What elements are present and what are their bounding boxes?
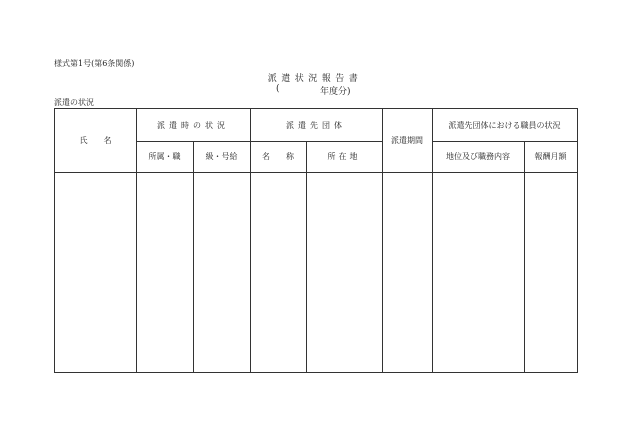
document-title: 派遣状況報告書 bbox=[267, 74, 363, 84]
header-destination: 派遣先団体 bbox=[286, 120, 346, 130]
table-vline bbox=[524, 142, 525, 372]
table-vline bbox=[193, 142, 194, 372]
header-name: 氏 名 bbox=[79, 136, 112, 145]
header-position: 地位及び職務内容 bbox=[446, 152, 510, 161]
header-affiliation: 所属・職 bbox=[148, 152, 181, 161]
header-dest-name: 名 称 bbox=[262, 152, 294, 161]
fiscal-year-suffix: 年度分) bbox=[320, 87, 351, 97]
dispatch-status-table bbox=[54, 108, 578, 373]
form-number-label: 様式第1号(第6条関係) bbox=[54, 59, 135, 68]
section-label: 派遣の状況 bbox=[54, 98, 94, 107]
header-staff-status: 派遣先団体における職員の状況 bbox=[448, 120, 561, 130]
table-vline bbox=[306, 142, 307, 372]
table-hline bbox=[55, 172, 577, 173]
fiscal-year-open-paren: ( bbox=[276, 84, 280, 94]
header-period: 派遣期間 bbox=[391, 136, 423, 145]
header-salary: 報酬月額 bbox=[534, 152, 567, 161]
header-dispatch-status: 派遣時の状況 bbox=[157, 120, 229, 130]
header-dest-address: 所在地 bbox=[327, 152, 361, 161]
header-grade: 級・号給 bbox=[205, 152, 238, 161]
